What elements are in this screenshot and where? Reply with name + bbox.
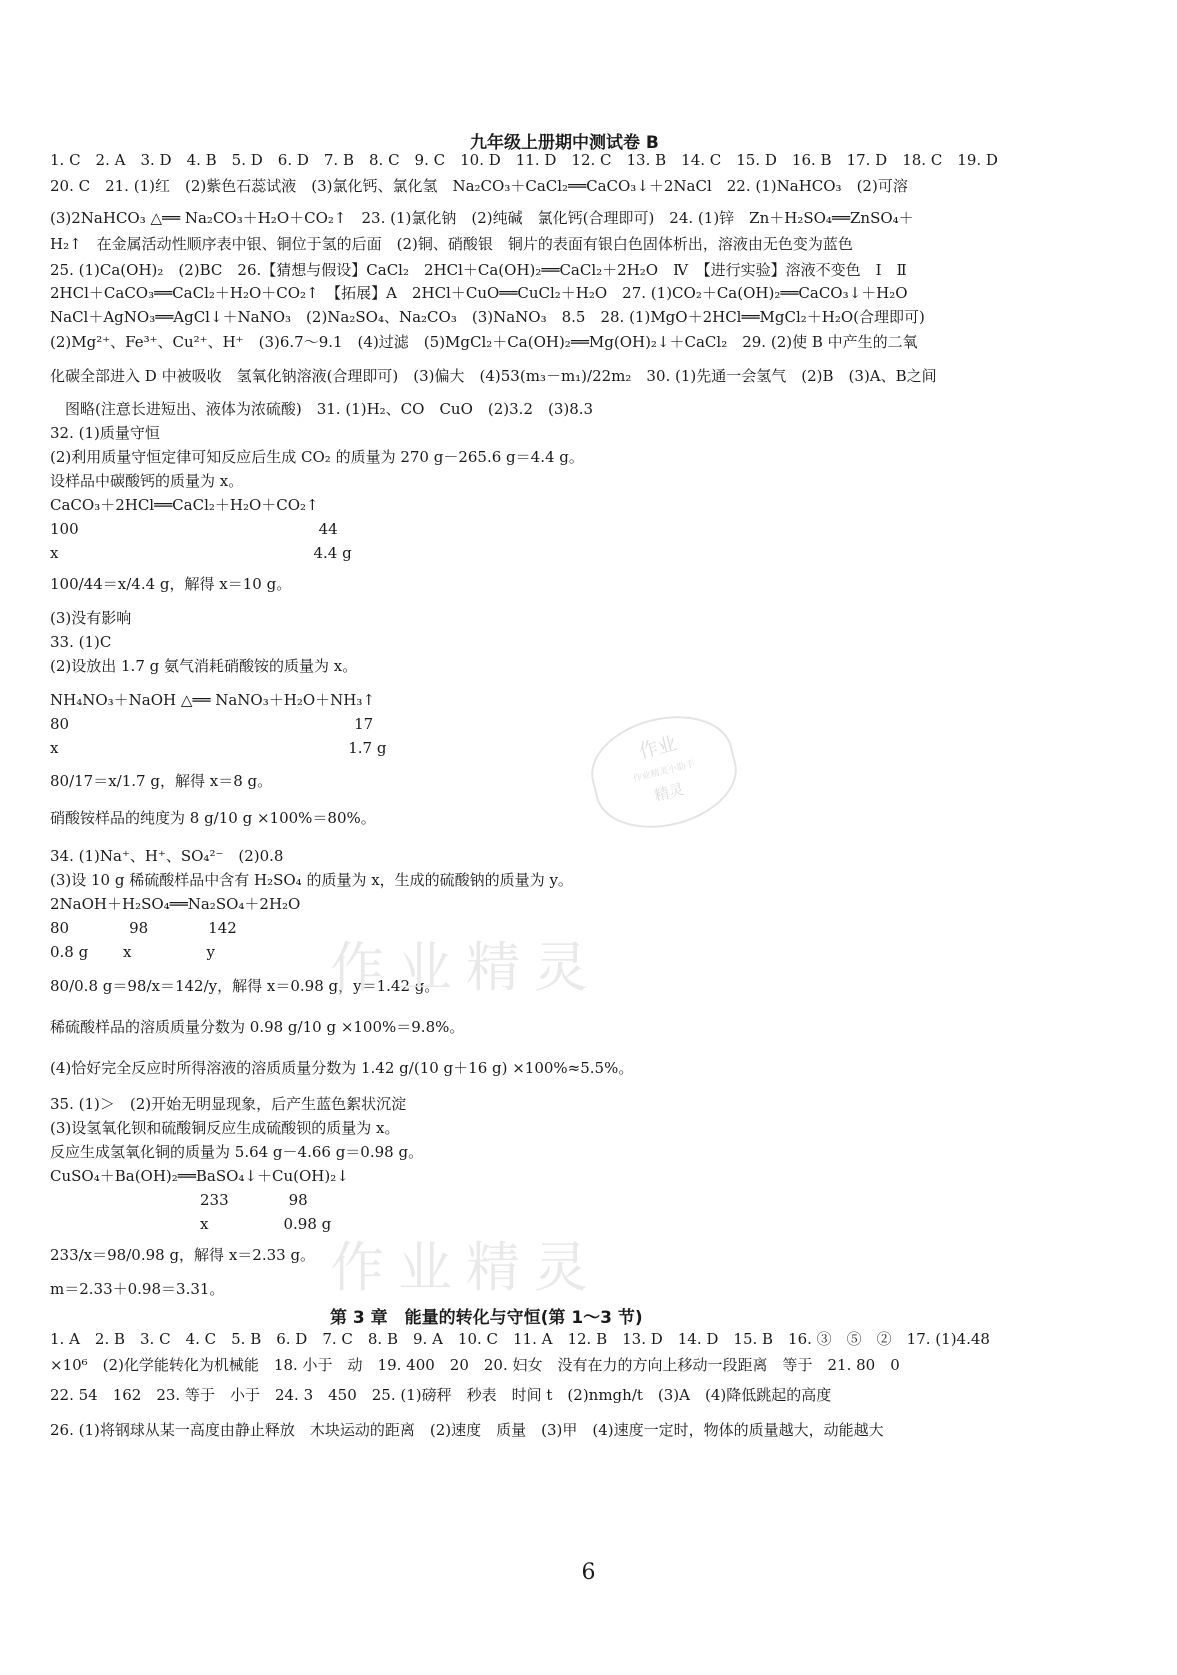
answer-line: 硝酸铵样品的纯度为 8 g/10 g ×100%＝80%。 — [50, 809, 376, 827]
answer-line: 25. (1)Ca(OH)₂ (2)BC 26.【猜想与假设】CaCl₂ 2HCl＋Ca(OH)₂══CaCl₂＋2H₂O Ⅳ 【进行实验】溶液不变色 Ⅰ Ⅱ — [50, 261, 907, 279]
answer-line: 233/x＝98/0.98 g，解得 x＝2.33 g。 — [50, 1246, 316, 1264]
answer-line: 80 17 — [50, 715, 374, 733]
answer-line: 反应生成氢氧化铜的质量为 5.64 g－4.66 g＝0.98 g。 — [50, 1143, 424, 1161]
answer-line: 0.8 g x y — [50, 943, 215, 961]
answer-line: 1. A 2. B 3. C 4. C 5. B 6. D 7. C 8. B 9. A 10. C 11. A 12. B 13. D 14. D 15. B 16. ③ ⑤ ② 17. (1)4.48 — [50, 1330, 990, 1348]
answer-line: x 0.98 g — [50, 1215, 332, 1233]
stamp-top-text: 作业 — [636, 732, 680, 764]
answer-line: 33. (1)C — [50, 633, 112, 651]
answer-line: (4)恰好完全反应时所得溶液的溶质质量分数为 1.42 g/(10 g＋16 g) ×100%≈5.5%。 — [50, 1059, 634, 1077]
answer-line: (2)Mg²⁺、Fe³⁺、Cu²⁺、H⁺ (3)6.7～9.1 (4)过滤 (5)MgCl₂＋Ca(OH)₂══Mg(OH)₂↓＋CaCl₂ 29. (2)使 B 中产生的二氧 — [50, 333, 918, 351]
answer-line: (3)没有影响 — [50, 609, 132, 627]
answer-line: 26. (1)将钢球从某一高度由静止释放 木块运动的距离 (2)速度 质量 (3)甲 (4)速度一定时，物体的质量越大，动能越大 — [50, 1421, 884, 1439]
answer-line: CuSO₄＋Ba(OH)₂══BaSO₄↓＋Cu(OH)₂↓ — [50, 1167, 349, 1185]
answer-line: (3)设 10 g 稀硫酸样品中含有 H₂SO₄ 的质量为 x，生成的硫酸钠的质量为 y。 — [50, 871, 573, 889]
answer-line: 32. (1)质量守恒 — [50, 424, 160, 442]
answer-line: x 1.7 g — [50, 739, 387, 757]
answer-line: (3)设氢氧化钡和硫酸铜反应生成硫酸钡的质量为 x。 — [50, 1119, 400, 1137]
answer-line: 100 44 — [50, 520, 338, 538]
answer-line: 图略(注意长进短出、液体为浓硫酸) 31. (1)H₂、CO CuO (2)3.2 (3)8.3 — [50, 400, 594, 418]
answer-line: 80 98 142 — [50, 919, 237, 937]
watermark-text: 作业精灵 — [330, 936, 602, 999]
answer-line: 34. (1)Na⁺、H⁺、SO₄²⁻ (2)0.8 — [50, 847, 284, 865]
page-number: 6 — [581, 1560, 596, 1585]
stamp-mid-text: 作业精灵小助手 — [632, 759, 696, 785]
answer-line: 2NaOH＋H₂SO₄══Na₂SO₄＋2H₂O — [50, 895, 301, 913]
answer-line: NaCl＋AgNO₃══AgCl↓＋NaNO₃ (2)Na₂SO₄、Na₂CO₃ (3)NaNO₃ 8.5 28. (1)MgO＋2HCl══MgCl₂＋H₂O(合理即可) — [50, 308, 925, 326]
answer-line: NH₄NO₃＋NaOH △══ NaNO₃＋H₂O＋NH₃↑ — [50, 691, 375, 709]
answer-line: 22. 54 162 23. 等于 小于 24. 3 450 25. (1)磅秤 秒表 时间 t (2)nmgh/t (3)A (4)降低跳起的高度 — [50, 1386, 832, 1404]
answer-line: 20. C 21. (1)红 (2)紫色石蕊试液 (3)氯化钙、氯化氢 Na₂CO₃＋CaCl₂══CaCO₃↓＋2NaCl 22. (1)NaHCO₃ (2)可溶 — [50, 177, 908, 195]
section-title-midterm-b: 九年级上册期中测试卷 B — [470, 133, 659, 153]
stamp-bottom-text: 精灵 — [652, 780, 686, 805]
answer-line: 80/17＝x/1.7 g，解得 x＝8 g。 — [50, 772, 273, 790]
answer-line: 化碳全部进入 D 中被吸收 氢氧化钠溶液(合理即可) (3)偏大 (4)53(m₃－m₁)/22m₂ 30. (1)先通一会氢气 (2)B (3)A、B之间 — [50, 367, 937, 385]
answer-line: ×10⁶ (2)化学能转化为机械能 18. 小于 动 19. 400 20 20. 妇女 没有在力的方向上移动一段距离 等于 21. 80 0 — [50, 1356, 900, 1374]
answer-line: (2)设放出 1.7 g 氨气消耗硝酸铵的质量为 x。 — [50, 657, 358, 675]
answer-line: 1. C 2. A 3. D 4. B 5. D 6. D 7. B 8. C 9. C 10. D 11. D 12. C 13. B 14. C 15. D 16. B 17. D 18. C 19. D — [50, 151, 998, 169]
answer-line: H₂↑ 在金属活动性顺序表中银、铜位于氢的后面 (2)铜、硝酸银 铜片的表面有银白色固体析出，溶液由无色变为蓝色 — [50, 235, 853, 253]
answer-line: 80/0.8 g＝98/x＝142/y，解得 x＝0.98 g，y＝1.42 g。 — [50, 977, 440, 995]
answer-line: CaCO₃＋2HCl══CaCl₂＋H₂O＋CO₂↑ — [50, 496, 319, 514]
watermark-stamp — [581, 702, 747, 842]
answer-line: (3)2NaHCO₃ △══ Na₂CO₃＋H₂O＋CO₂↑ 23. (1)氯化钠 (2)纯碱 氯化钙(合理即可) 24. (1)锌 Zn＋H₂SO₄══ZnSO₄＋ — [50, 209, 914, 227]
watermark-text: 作业精灵 — [330, 1236, 602, 1299]
answer-line: 2HCl＋CaCO₃══CaCl₂＋H₂O＋CO₂↑ 【拓展】A 2HCl＋CuO══CuCl₂＋H₂O 27. (1)CO₂＋Ca(OH)₂══CaCO₃↓＋H₂O — [50, 284, 908, 302]
answer-line: (2)利用质量守恒定律可知反应后生成 CO₂ 的质量为 270 g－265.6 g＝4.4 g。 — [50, 448, 584, 466]
answer-line: 稀硫酸样品的溶质质量分数为 0.98 g/10 g ×100%＝9.8%。 — [50, 1018, 465, 1036]
answer-line: 233 98 — [50, 1191, 308, 1209]
answer-line: m＝2.33＋0.98＝3.31。 — [50, 1280, 225, 1298]
section-title-chapter-3: 第 3 章 能量的转化与守恒(第 1～3 节) — [330, 1308, 643, 1328]
answer-line: 设样品中碳酸钙的质量为 x。 — [50, 472, 244, 490]
answer-line: x 4.4 g — [50, 544, 352, 562]
answer-line: 35. (1)＞ (2)开始无明显现象，后产生蓝色絮状沉淀 — [50, 1095, 407, 1113]
answer-line: 100/44＝x/4.4 g，解得 x＝10 g。 — [50, 575, 292, 593]
